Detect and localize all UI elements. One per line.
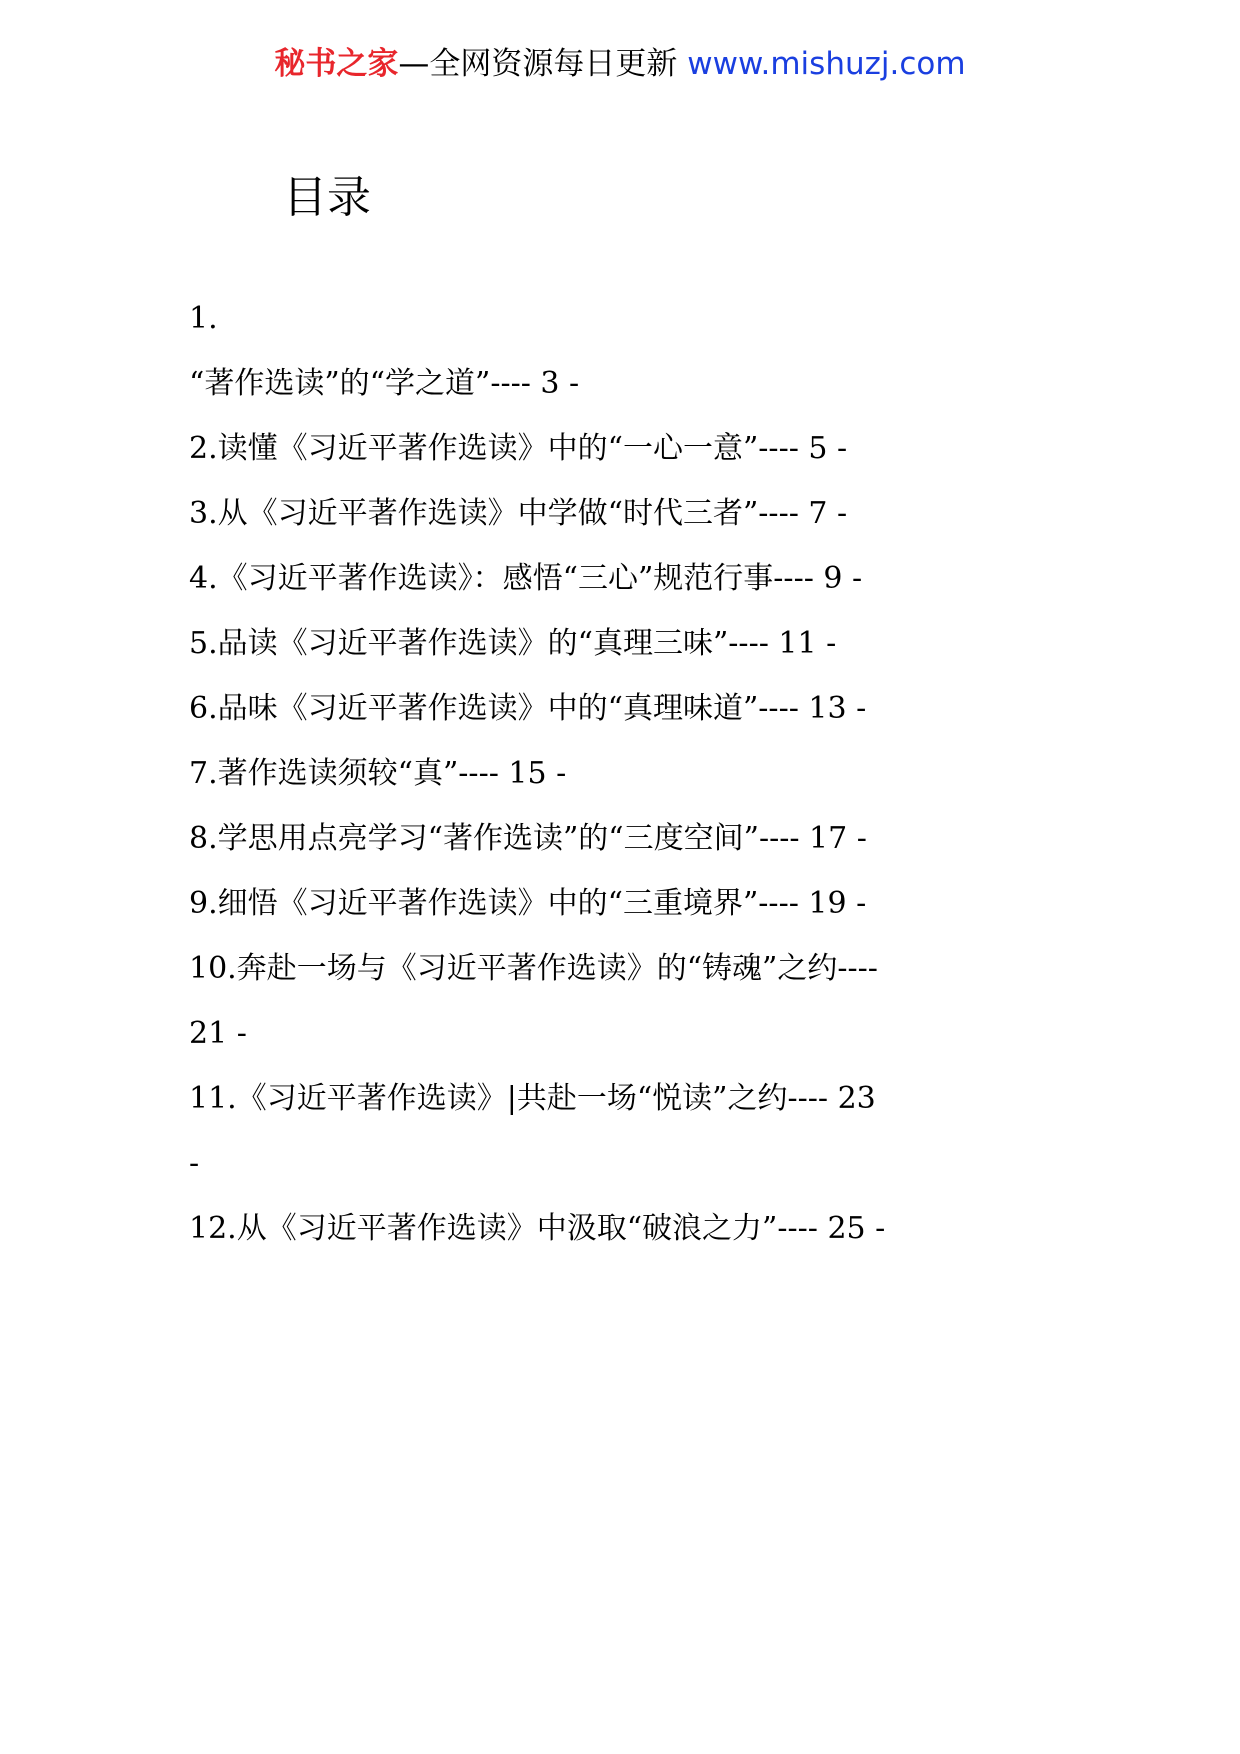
toc-entry-11[interactable]: 11.《习近平著作选读》|共赴一场“悦读”之约---- 23 [189, 1081, 876, 1116]
toc-entry-6[interactable]: 6.品味《习近平著作选读》中的“真理味道”---- 13 - [189, 691, 867, 726]
toc-entry-4[interactable]: 4.《习近平著作选读》：感悟“三心”规范行事---- 9 - [189, 561, 863, 596]
site-brand: 秘书之家 [274, 46, 399, 82]
toc-entry-2[interactable]: 2.读懂《习近平著作选读》中的“一心一意”---- 5 - [189, 431, 848, 466]
toc-entry-1-title[interactable]: “著作选读”的“学之道”---- 3 - [189, 366, 580, 401]
page-title: 目录 [283, 172, 371, 223]
toc-entry-8[interactable]: 8.学思用点亮学习“著作选读”的“三度空间”---- 17 - [189, 821, 867, 856]
toc-entry-7[interactable]: 7.著作选读须较“真”---- 15 - [189, 756, 567, 791]
site-url-link[interactable]: www.mishuzj.com [687, 46, 966, 82]
site-header [0, 44, 1240, 84]
toc-entry-10-page[interactable]: 21 - [189, 1016, 247, 1051]
toc-entry-5[interactable]: 5.品读《习近平著作选读》的“真理三味”---- 11 - [189, 626, 837, 661]
toc-entry-1-number[interactable]: 1. [189, 301, 218, 336]
toc-entry-11-page[interactable]: - [189, 1146, 200, 1181]
toc-entry-12[interactable]: 12.从《习近平著作选读》中汲取“破浪之力”---- 25 - [189, 1211, 886, 1246]
toc-entry-9[interactable]: 9.细悟《习近平著作选读》中的“三重境界”---- 19 - [189, 886, 867, 921]
site-tagline: —全网资源每日更新 [398, 46, 688, 82]
table-of-contents [189, 286, 1069, 1261]
toc-entry-3[interactable]: 3.从《习近平著作选读》中学做“时代三者”---- 7 - [189, 496, 848, 531]
toc-entry-10[interactable]: 10.奔赴一场与《习近平著作选读》的“铸魂”之约---- [189, 951, 878, 986]
